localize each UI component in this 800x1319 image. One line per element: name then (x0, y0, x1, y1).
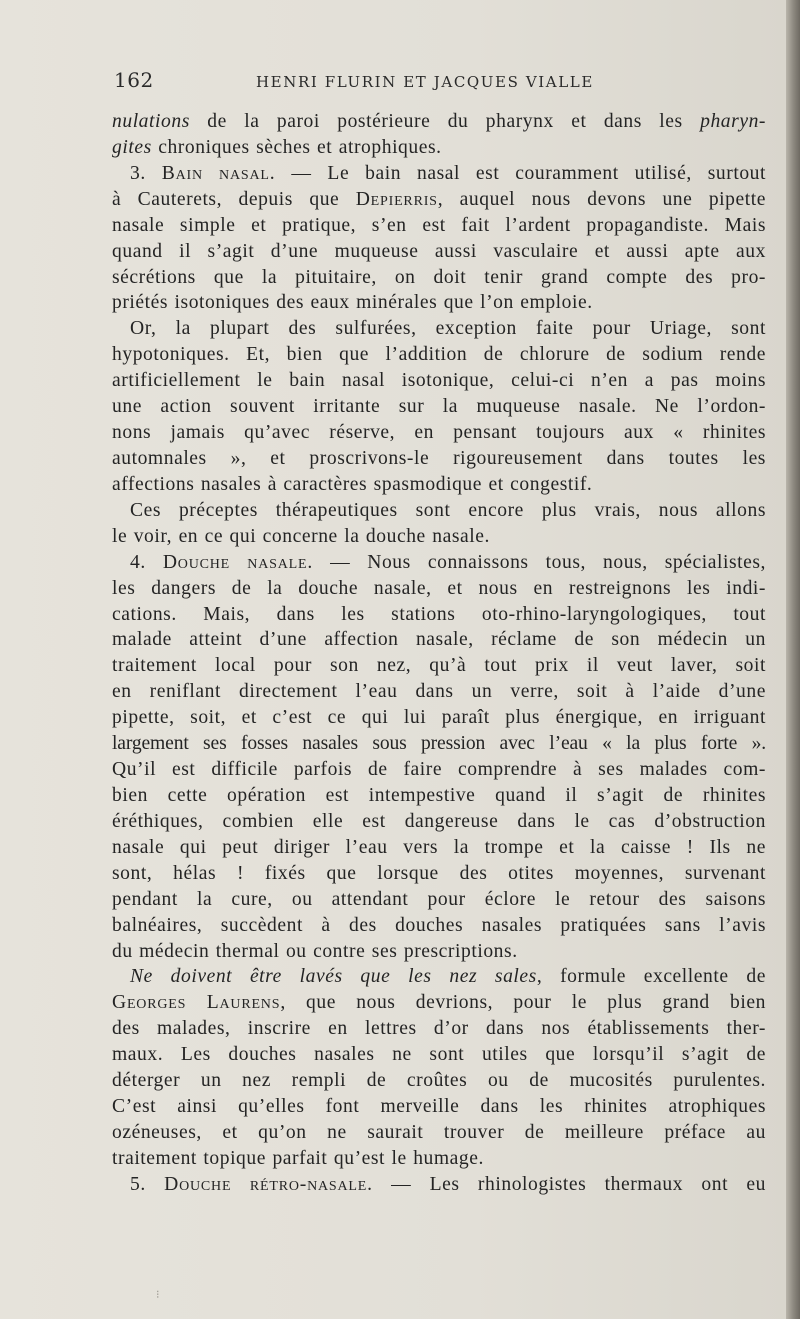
page-edge-shadow (786, 0, 800, 1319)
text-line: pendant la cure, ou attendant pour éclore le retour des saisons (112, 888, 766, 910)
page-number: 162 (114, 68, 154, 92)
text-line: Georges Laurens, que nous devrions, pour le plus grand bien (112, 992, 766, 1014)
text-line: déterger un nez rempli de croûtes ou de mucosités purulentes. (112, 1070, 766, 1092)
text-line: ozéneuses, et qu’on ne saurait trouver de meilleure préface au (112, 1121, 766, 1143)
text-line: maux. Les douches nasales ne sont utiles que lorsqu’il s’agit de (112, 1044, 766, 1066)
text-line: bien cette opération est intempestive quand il s’agit de rhinites (112, 784, 766, 806)
text-line: affections nasales à caractères spasmodique et congestif. (112, 473, 593, 495)
page-smudge-mark: ⁝ (156, 1288, 160, 1301)
section-heading-douche-nasale: 4. Douche nasale. — Nous connaissons tous, nous, spécialistes, (130, 551, 766, 573)
text-line: gites chroniques sèches et atrophiques. (112, 136, 442, 158)
text-line: cations. Mais, dans les stations oto-rhino-laryngologiques, tout (112, 603, 766, 625)
text-line: des malades, inscrire en lettres d’or dans nos établissements ther- (112, 1018, 766, 1040)
text-line: une action souvent irritante sur la muqueuse nasale. Ne l’ordon- (112, 396, 766, 418)
text-line: traitement topique parfait qu’est le humage. (112, 1147, 484, 1169)
text-line: balnéaires, succèdent à des douches nasales pratiquées sans l’avis (112, 914, 766, 936)
text-line: largement ses fosses nasales sous pression avec l’eau « la plus forte ». (112, 733, 766, 755)
text-line: malade atteint d’une affection nasale, réclame de son médecin un (112, 629, 766, 651)
text-line: en reniflant directement l’eau dans un verre, soit à l’aide d’une (112, 681, 766, 703)
text-line: nasale simple et pratique, s’en est fait l’ardent propagandiste. Mais (112, 214, 766, 236)
text-line: Ces préceptes thérapeutiques sont encore plus vrais, nous allons (130, 499, 766, 521)
text-line: priétés isotoniques des eaux minérales que l’on emploie. (112, 292, 593, 314)
section-heading-douche-retro-nasale: 5. Douche rétro-nasale. — Les rhinologistes thermaux ont eu (130, 1173, 766, 1195)
text-line: du médecin thermal ou contre ses prescriptions. (112, 940, 518, 962)
text-line: nasale qui peut diriger l’eau vers la trompe et la caisse ! Ils ne (112, 836, 766, 858)
text-line: hypotoniques. Et, bien que l’addition de chlorure de sodium rende (112, 344, 766, 366)
text-line: nons jamais qu’avec réserve, en pensant toujours aux « rhinites (112, 422, 766, 444)
text-line: traitement local pour son nez, qu’à tout prix il veut laver, soit (112, 655, 766, 677)
text-line: pipette, soit, et c’est ce qui lui paraît plus énergique, en irriguant (112, 707, 766, 729)
text-line: Qu’il est difficile parfois de faire comprendre à ses malades com- (112, 759, 766, 781)
page-header (114, 68, 764, 98)
text-line: Ne doivent être lavés que les nez sales, formule excellente de (130, 966, 766, 988)
text-line: automnales », et proscrivons-le rigoureusement dans toutes les (112, 447, 766, 469)
text-line: à Cauterets, depuis que Depierris, auquel nous devons une pipette (112, 188, 766, 210)
text-line: Or, la plupart des sulfurées, exception faite pour Uriage, sont (130, 318, 766, 340)
text-line: artificiellement le bain nasal isotonique, celui-ci n’en a pas moins (112, 370, 766, 392)
text-line: sont, hélas ! fixés que lorsque des otites moyennes, survenant (112, 862, 766, 884)
text-line: sécrétions que la pituitaire, on doit tenir grand compte des pro- (112, 266, 766, 288)
section-heading-bain-nasal: 3. Bain nasal. — Le bain nasal est couramment utilisé, surtout (130, 162, 767, 184)
text-line: nulations de la paroi postérieure du pharynx et dans les pharyn- (112, 111, 766, 132)
body-text (112, 109, 766, 1198)
text-line: C’est ainsi qu’elles font merveille dans les rhinites atrophiques (112, 1096, 766, 1118)
text-line: les dangers de la douche nasale, et nous en restreignons les indi- (112, 577, 766, 599)
text-line: le voir, en ce qui concerne la douche nasale. (112, 525, 490, 547)
text-line: quand il s’agit d’une muqueuse aussi vasculaire et aussi apte aux (112, 240, 766, 262)
running-head: HENRI FLURIN ET JACQUES VIALLE (256, 73, 594, 91)
text-line: éréthiques, combien elle est dangereuse dans le cas d’obstruction (112, 810, 766, 832)
